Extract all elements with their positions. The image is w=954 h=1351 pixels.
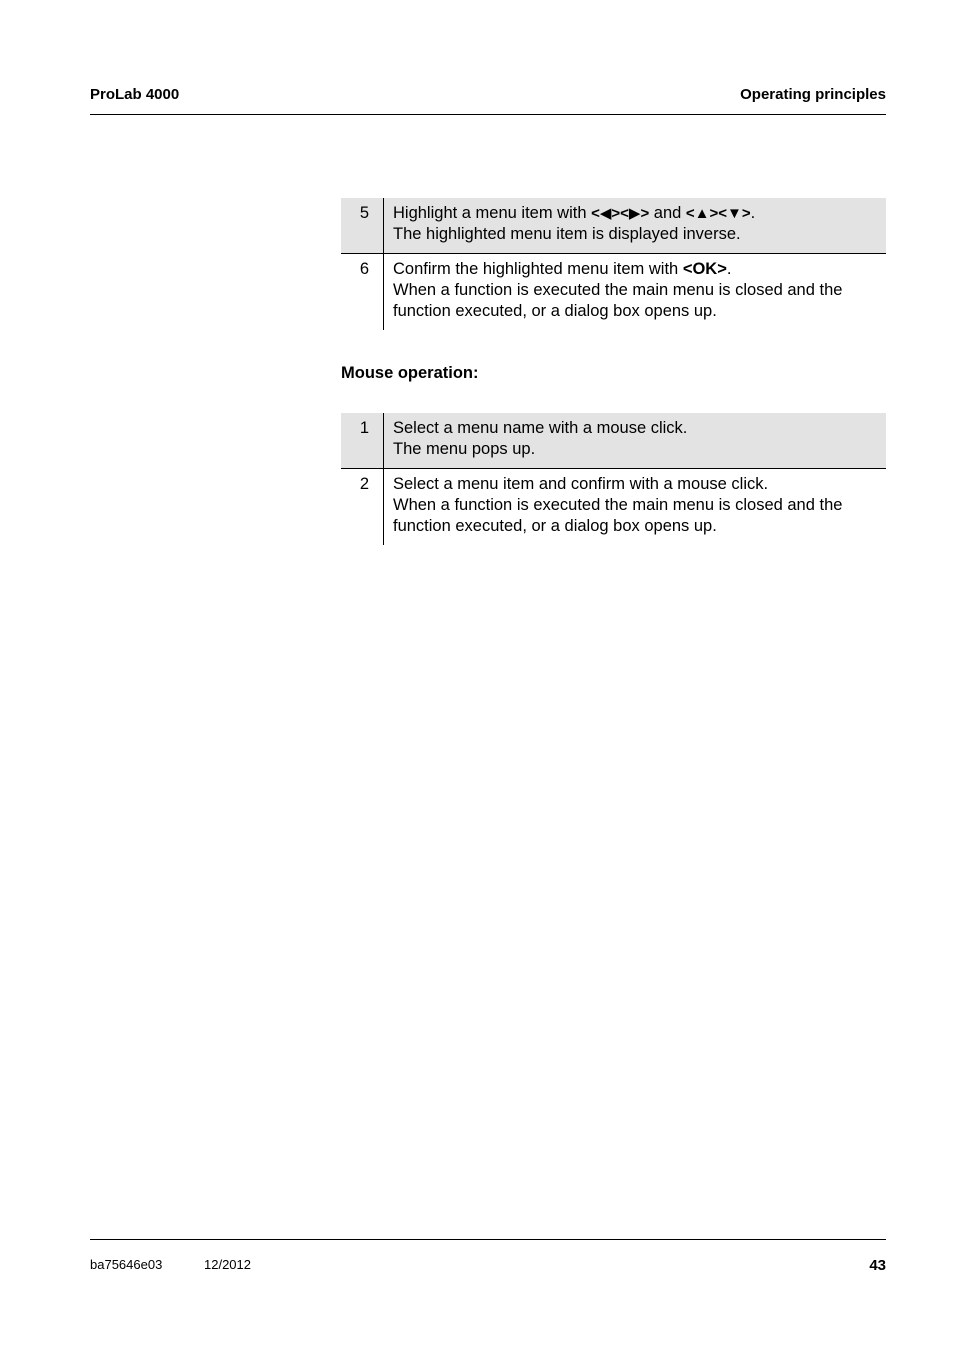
instruction-text: . [726, 260, 732, 278]
document-id: ba75646e03 [90, 1257, 163, 1272]
step-result: The highlighted menu item is displayed inverse. [393, 225, 741, 243]
step-instruction [393, 259, 886, 280]
step-text [384, 469, 886, 545]
step-result: The menu pops up. [393, 440, 536, 458]
left-right-arrow-keys: <◀><▶> [591, 205, 650, 222]
document-date: 12/2012 [204, 1257, 251, 1272]
keyboard-steps-table [341, 198, 886, 330]
instruction-text: Highlight a menu item with [393, 204, 592, 222]
step-instruction [393, 203, 886, 224]
step-instruction: Select a menu item and confirm with a mouse click. [393, 475, 769, 493]
mouse-operation-heading: Mouse operation: [341, 364, 479, 382]
step-text [384, 254, 886, 330]
step-number: 5 [341, 198, 384, 253]
step-number: 6 [341, 254, 384, 330]
step-row [341, 413, 886, 468]
step-instruction: Select a menu name with a mouse click. [393, 419, 688, 437]
instruction-text: Confirm the highlighted menu item with [393, 260, 683, 278]
up-down-arrow-keys: <▲><▼> [685, 205, 751, 222]
step-text [384, 413, 886, 468]
product-name: ProLab 4000 [90, 86, 180, 103]
step-row [341, 253, 886, 330]
ok-key: <OK> [682, 260, 727, 278]
instruction-text: and [649, 204, 686, 222]
instruction-text: . [750, 204, 756, 222]
step-row [341, 198, 886, 253]
step-result: When a function is executed the main menu is closed and the function executed, or a dialog box opens up. [393, 496, 843, 535]
step-number: 1 [341, 413, 384, 468]
step-text [384, 198, 886, 253]
step-result: When a function is executed the main menu is closed and the function executed, or a dialog box opens up. [393, 281, 843, 320]
chapter-title: Operating principles [740, 86, 886, 103]
page-number: 43 [869, 1257, 886, 1274]
step-number: 2 [341, 469, 384, 545]
page-header [90, 86, 886, 115]
page-footer [90, 1239, 886, 1280]
step-row [341, 468, 886, 545]
mouse-steps-table [341, 413, 886, 545]
